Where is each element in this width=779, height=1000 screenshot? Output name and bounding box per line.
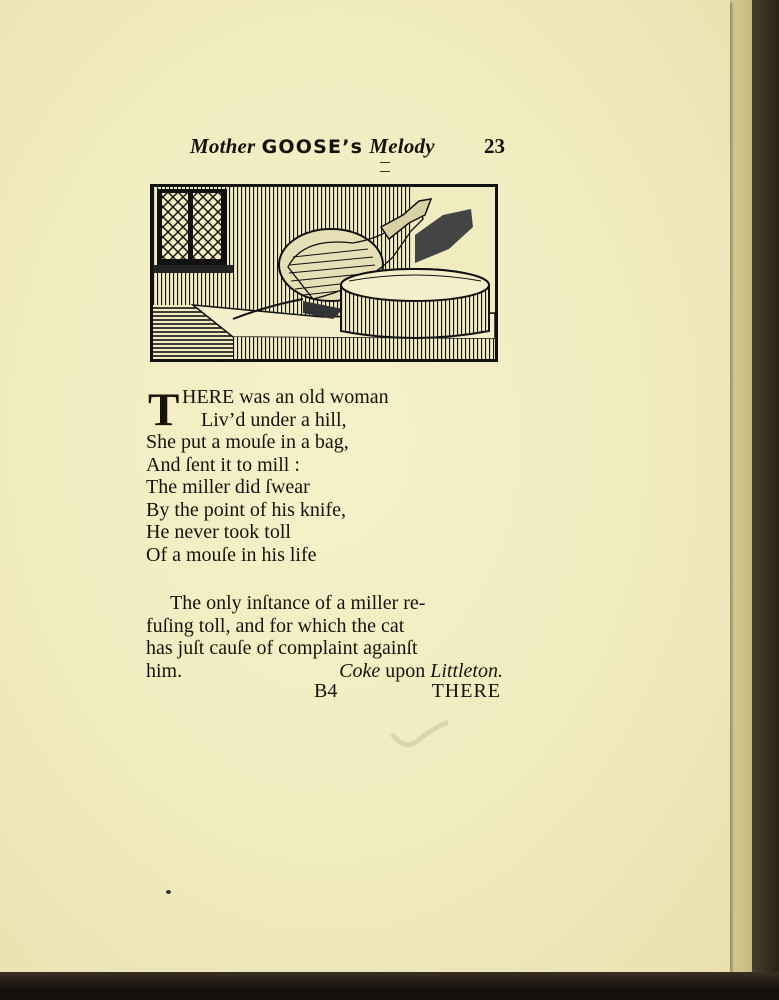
catchword: THERE: [431, 680, 501, 702]
verse-line: Of a mouſe in his life: [146, 543, 317, 566]
verse-line: He never took toll: [146, 521, 291, 543]
note-text: him.: [146, 659, 183, 682]
note-line: [146, 615, 503, 638]
paper-speck: [166, 890, 171, 894]
verse-line: The miller did ſwear: [146, 476, 310, 498]
signature-mark: B4: [314, 680, 338, 702]
running-head-word-goose: GOOSE’s: [261, 136, 364, 158]
running-head-word-mother: Mother: [190, 134, 256, 158]
running-head: [190, 130, 505, 160]
note-text: has juſt cauſe of complaint againſt: [146, 637, 418, 659]
citation: [339, 660, 503, 683]
show-through-mark: [390, 720, 450, 750]
woodcut-illustration: [150, 184, 498, 362]
running-head-word-melody: Melody: [369, 134, 435, 158]
ornament-mark: [380, 162, 390, 172]
citation-connector: upon: [385, 659, 426, 682]
verse-line: She put a mouſe in a bag,: [146, 431, 349, 453]
verse-line: Liv’d under a hill,: [201, 408, 347, 431]
note-line: [146, 592, 503, 615]
note-line: [146, 637, 503, 660]
scan-bottom-edge: [0, 972, 779, 1000]
poem-verse: [146, 386, 506, 566]
verse-line: And ſent it to mill :: [146, 453, 300, 476]
note-line: [146, 660, 503, 683]
running-head-title: [190, 134, 435, 159]
verse-line: By the point of his knife,: [146, 498, 346, 521]
page-footer: [146, 680, 503, 704]
verse-line: HERE was an old woman: [182, 386, 389, 408]
drop-cap: T: [148, 384, 180, 436]
note-text: fuſing toll, and for which the cat: [146, 614, 405, 637]
citation-work: Littleton.: [430, 659, 503, 682]
page-number: 23: [484, 134, 505, 158]
citation-author: Coke: [339, 659, 381, 682]
commentary-note: [146, 592, 503, 682]
note-text: The only inſtance of a miller re-: [170, 592, 426, 614]
woodcut-mouse-cheese-icon: [153, 187, 495, 359]
